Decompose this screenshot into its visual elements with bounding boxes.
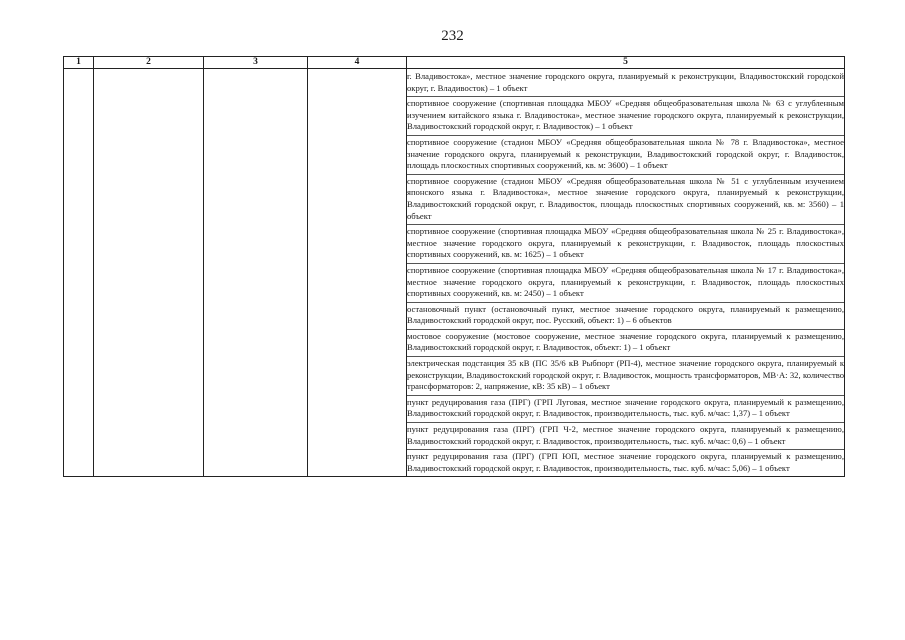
column-header-4: 4 <box>308 57 407 69</box>
column-1-cell <box>64 69 94 477</box>
column-4-cell <box>308 69 407 477</box>
table-header-row <box>64 57 845 69</box>
column-header-1: 1 <box>64 57 94 69</box>
column-header-3: 3 <box>204 57 308 69</box>
page-number: 232 <box>441 28 464 44</box>
object-entry: мостовое сооружение (мостовое сооружение, местное значение городского округа, планируемый к размещению, Владивостокский городской округ, г. Владивосток, объект: 1) – 1 объект <box>407 330 844 357</box>
object-entry: пункт редуцирования газа (ПРГ) (ГРП Луговая, местное значение городского округа, планируемый к размещению, Владивостокский городской округ, г. Владивосток, производительность, тыс. куб. м/час: 1,37) – 1 объект <box>407 396 844 423</box>
object-entry: спортивное сооружение (стадион МБОУ «Средняя общеобразовательная школа № 78 г. Владивостока», местное значение городского округа, планируемый к реконструкции, Владивостокский городской округ, г. Владивосток, площадь плоскостных спортивных сооружений, кв. м: 3600) – 1 объект <box>407 136 844 175</box>
object-entry: пункт редуцирования газа (ПРГ) (ГРП ЮП, местное значение городского округа, планируемый к размещению, Владивостокский городской округ, г. Владивосток, производительность, тыс. куб. м/час: 5,06) – 1 объект <box>407 451 844 473</box>
column-header-2: 2 <box>94 57 204 69</box>
column-3-cell <box>204 69 308 477</box>
objects-table <box>63 56 845 477</box>
object-entry: г. Владивостока», местное значение городского округа, планируемый к реконструкции, Владивостокский городской округ, г. Владивосток) – 1 объект <box>407 69 844 97</box>
column-header-5: 5 <box>407 57 845 69</box>
object-entry: спортивное сооружение (спортивная площадка МБОУ «Средняя общеобразовательная школа № 25 г. Владивостока», местное значение городского округа, планируемый к реконструкции, г. Владивосток, площадь плоскостных спортивных сооружений, кв. м: 1625) – 1 объект <box>407 225 844 264</box>
object-entry: пункт редуцирования газа (ПРГ) (ГРП Ч-2, местное значение городского округа, планируемый к размещению, Владивостокский городской округ, г. Владивосток, производительность, тыс. куб. м/час: 0,6) – 1 объект <box>407 423 844 450</box>
object-descriptions-cell <box>407 69 845 477</box>
object-entry: спортивное сооружение (спортивная площадка МБОУ «Средняя общеобразовательная школа № 63 с углубленным изучением китайского языка г. Владивостока», местное значение городского округа, планируемый к реконструкции, Владивостокский городской округ, г. Владивосток) – 1 объект <box>407 97 844 136</box>
object-entry: спортивное сооружение (спортивная площадка МБОУ «Средняя общеобразовательная школа № 17 г. Владивостока», местное значение городского округа, планируемый к реконструкции, г. Владивосток, площадь плоскостных спортивных сооружений, кв. м: 2450) – 1 объект <box>407 264 844 303</box>
object-entry: остановочный пункт (остановочный пункт, местное значение городского округа, планируемый к размещению, Владивостокский городской округ, пос. Русский, объект: 1) – 6 объектов <box>407 303 844 330</box>
object-entry: спортивное сооружение (стадион МБОУ «Средняя общеобразовательная школа № 51 с углубленным изучением японского языка г. Владивостока», местное значение городского округа, планируемый к реконструкции, Владивостокский городской округ, г. Владивосток, площадь плоскостных спортивных сооружений, кв. м: 3560) – 1 объект <box>407 175 844 225</box>
table-row <box>64 69 845 477</box>
column-2-cell <box>94 69 204 477</box>
object-entry: электрическая подстанция 35 кВ (ПС 35/6 кВ Рыбпорт (РП-4), местное значение городского округа, планируемый к реконструкции, Владивостокский городской округ, г. Владивосток, мощность трансформаторов, МВ·А: 32, количество трансформаторов: 2, напряжение, кВ: 35 кВ) – 1 объект <box>407 357 844 396</box>
